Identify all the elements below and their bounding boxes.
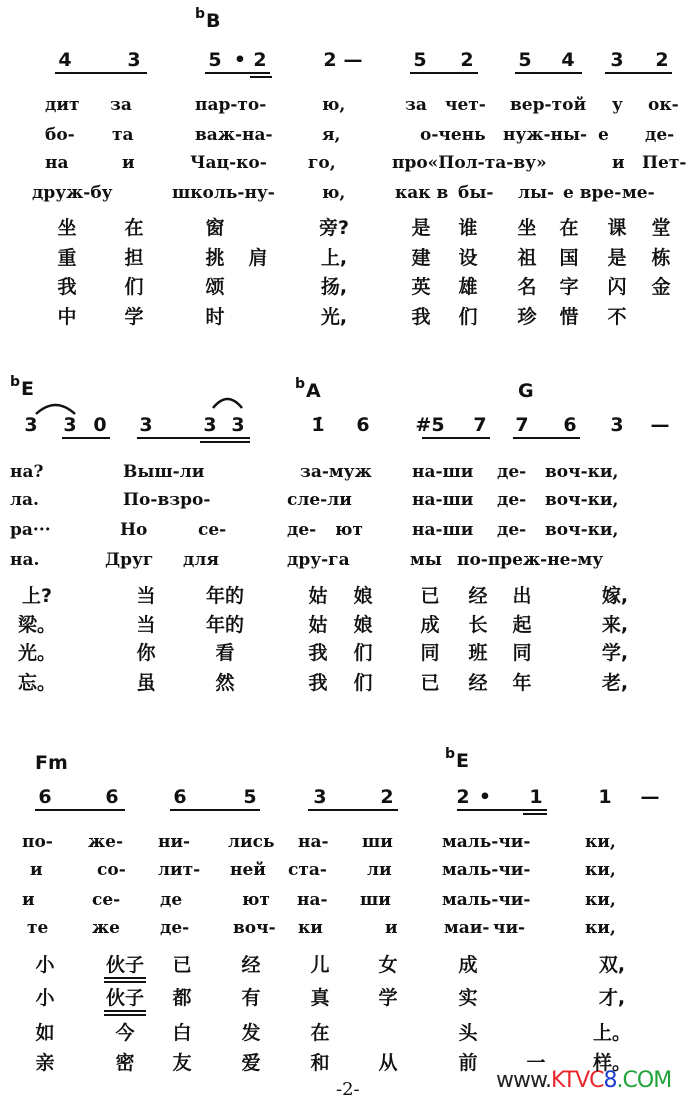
lyric-chinese: 伙子 (105, 987, 145, 1009)
lyric-chinese: 当 (136, 585, 156, 607)
lyric-russian: ра··· (10, 520, 51, 540)
lyric-chinese: 光, (320, 306, 348, 328)
flat-sign: b (195, 6, 206, 22)
lyric-chinese: 头 (458, 1022, 478, 1044)
watermark-ktvc: KTVC (550, 1068, 604, 1093)
lyric-russian: сле-ли (287, 490, 352, 510)
lyric-chinese: 闪 (607, 276, 627, 298)
lyric-chinese: 娘 (353, 614, 373, 636)
lyric-russian: де- (497, 490, 527, 510)
lyric-russian: лы- (518, 183, 555, 203)
lyric-russian: маль-чи- (442, 890, 531, 910)
lyric-chinese: 在 (124, 217, 144, 239)
beam-underline (410, 72, 478, 74)
lyric-russian: ши (360, 890, 391, 910)
note: 3 (127, 49, 141, 71)
lyric-chinese: 伙子 (105, 954, 145, 976)
lyric-underline (104, 977, 146, 983)
lyric-chinese: 我 (308, 672, 328, 694)
lyric-russian: те (27, 918, 49, 938)
lyric-russian: по-преж-не-му (457, 550, 604, 570)
flat-sign: b (295, 376, 306, 392)
lyric-russian: е вре- (563, 183, 622, 203)
lyric-chinese: 不 (607, 306, 627, 328)
lyric-chinese: 然 (215, 672, 235, 694)
lyric-russian: друж-бу (32, 183, 113, 203)
lyric-chinese: 雄 (458, 276, 478, 298)
lyric-chinese: 是 (411, 217, 431, 239)
lyric-russian: я, (322, 125, 341, 145)
chord-symbol (10, 374, 35, 402)
lyric-russian: маль-чи- (442, 832, 531, 852)
lyric-chinese: 经 (468, 672, 488, 694)
lyric-russian: на- (298, 832, 329, 852)
lyric-chinese: 看 (215, 642, 235, 664)
note: 3 (63, 414, 77, 436)
lyric-chinese: 时 (205, 306, 225, 328)
lyric-chinese: 经 (241, 954, 261, 976)
lyric-russian: у (612, 95, 623, 115)
lyric-russian: дит (45, 95, 80, 115)
lyric-russian: ок- (648, 95, 679, 115)
beam-underline (515, 72, 582, 74)
note: 1 (598, 786, 612, 808)
chord-root: B (206, 10, 221, 32)
lyric-russian: ки (298, 918, 323, 938)
beam-underline-double (200, 441, 250, 443)
note: 3 (610, 414, 624, 436)
chord-symbol (35, 752, 68, 774)
lyric-chinese: 光。 (17, 642, 57, 664)
chord-symbol (518, 380, 534, 402)
lyric-chinese: 发 (241, 1022, 261, 1044)
flat-sign: b (10, 374, 21, 390)
lyric-chinese: 栋 (651, 247, 671, 269)
beam-underline (62, 437, 110, 439)
lyric-russian: же (92, 918, 120, 938)
note: • (233, 49, 247, 71)
lyric-chinese: 同 (420, 642, 440, 664)
note: 5 (413, 49, 427, 71)
lyric-russian: и (22, 890, 35, 910)
lyric-russian: ю, (322, 95, 346, 115)
lyric-russian: же- (88, 832, 124, 852)
lyric-russian: та (112, 125, 134, 145)
lyric-russian: се- (92, 890, 121, 910)
lyric-russian: ши (362, 832, 393, 852)
lyric-russian: де- (287, 520, 317, 540)
note: 3 (231, 414, 245, 436)
lyric-chinese: 小 (35, 987, 55, 1009)
beam-underline-double (523, 813, 547, 815)
lyric-chinese: 惜 (559, 306, 579, 328)
lyric-russian: ли (367, 860, 392, 880)
lyric-russian: Пет- (642, 153, 687, 173)
lyric-chinese: 小 (35, 954, 55, 976)
lyric-chinese: 年的 (205, 614, 245, 636)
lyric-russian: ки, (585, 832, 616, 852)
lyric-chinese: 金 (651, 276, 671, 298)
lyric-russian: ют (335, 520, 363, 540)
lyric-russian: Выш-ли (123, 462, 205, 482)
lyric-chinese: 建 (411, 247, 431, 269)
lyric-chinese: 挑 (205, 247, 225, 269)
lyric-chinese: 友 (172, 1052, 192, 1074)
note: 3 (139, 414, 153, 436)
beam-underline (137, 437, 250, 439)
lyric-chinese: 已 (172, 954, 192, 976)
beam-underline (55, 72, 147, 74)
lyric-russian: Чац-ко- (190, 153, 267, 173)
lyric-russian: де- (497, 462, 527, 482)
lyric-chinese: 年 (512, 672, 532, 694)
note: 3 (313, 786, 327, 808)
lyric-chinese: 成 (458, 954, 478, 976)
lyric-russian: ки, (585, 890, 616, 910)
note: #5 (415, 414, 445, 436)
lyric-russian: нуж-ны- (503, 125, 588, 145)
lyric-chinese: 女 (378, 954, 398, 976)
lyric-chinese: 上? (21, 585, 53, 607)
lyric-russian: де- (497, 520, 527, 540)
lyric-chinese: 旁? (318, 217, 350, 239)
lyric-chinese: 国 (559, 247, 579, 269)
lyric-chinese: 长 (468, 614, 488, 636)
lyric-russian: о-чень (420, 125, 486, 145)
chord-root: Fm (35, 752, 68, 774)
lyric-chinese: 担 (124, 247, 144, 269)
lyric-chinese: 我 (308, 642, 328, 664)
lyric-russian: на-ши (412, 520, 474, 540)
note: 4 (58, 49, 72, 71)
note: — (343, 49, 363, 71)
lyric-chinese: 堂 (651, 217, 671, 239)
lyric-chinese: 已 (420, 672, 440, 694)
lyric-chinese: 当 (136, 614, 156, 636)
lyric-russian: для (183, 550, 219, 570)
note: 6 (38, 786, 52, 808)
lyric-chinese: 你 (136, 642, 156, 664)
lyric-chinese: 亲 (35, 1052, 55, 1074)
lyric-russian: и (122, 153, 135, 173)
lyric-chinese: 有 (241, 987, 261, 1009)
note: 1 (529, 786, 543, 808)
lyric-russian: ла. (10, 490, 39, 510)
lyric-russian: по- (22, 832, 53, 852)
watermark-eight: 8 (603, 1068, 617, 1093)
lyric-chinese: 同 (512, 642, 532, 664)
lyric-chinese: 课 (607, 217, 627, 239)
lyric-russian: бы- (458, 183, 494, 203)
lyric-chinese: 是 (607, 247, 627, 269)
lyric-russian: ки, (585, 918, 616, 938)
lyric-russian: на-ши (412, 462, 474, 482)
lyric-russian: бо- (45, 125, 75, 145)
beam-underline-double (250, 76, 272, 78)
lyric-russian: вер-той (510, 95, 587, 115)
lyric-russian: и (612, 153, 625, 173)
lyric-chinese: 出 (512, 585, 532, 607)
note: 2 (655, 49, 669, 71)
chord-root: G (518, 380, 534, 402)
lyric-chinese: 珍 (517, 306, 537, 328)
lyric-chinese: 样。 (592, 1052, 632, 1074)
note: 5 (518, 49, 532, 71)
note: — (640, 786, 660, 808)
note: 0 (93, 414, 107, 436)
lyric-underline (104, 1010, 146, 1016)
lyric-russian: за (405, 95, 427, 115)
lyric-chinese: 老, (601, 672, 629, 694)
note: 7 (473, 414, 487, 436)
lyric-chinese: 在 (559, 217, 579, 239)
lyric-russian: маль-чи- (442, 860, 531, 880)
lyric-chinese: 经 (468, 585, 488, 607)
lyric-chinese: 姑 (308, 585, 328, 607)
lyric-chinese: 我 (57, 276, 77, 298)
note: 2 (323, 49, 337, 71)
lyric-chinese: 梁。 (17, 614, 57, 636)
lyric-chinese: 爱 (241, 1052, 261, 1074)
note: 2 (253, 49, 267, 71)
lyric-chinese: 年的 (205, 585, 245, 607)
note: 3 (24, 414, 38, 436)
lyric-russian: дру-га (287, 550, 350, 570)
lyric-chinese: 上。 (592, 1022, 632, 1044)
lyric-russian: ни- (158, 832, 191, 852)
lyric-russian: на- (297, 890, 328, 910)
note: 2 (460, 49, 474, 71)
beam-underline (308, 809, 398, 811)
lyric-russian: ки, (585, 860, 616, 880)
lyric-russian: се- (198, 520, 227, 540)
lyric-russian: пар-то- (195, 95, 267, 115)
lyric-russian: и (385, 918, 398, 938)
lyric-russian: го, (308, 153, 336, 173)
lyric-chinese: 忘。 (17, 672, 57, 694)
lyric-chinese: 设 (458, 247, 478, 269)
lyric-russian: маи- (444, 918, 490, 938)
lyric-chinese: 重 (57, 247, 77, 269)
lyric-russian: мы (410, 550, 442, 570)
lyric-chinese: 已 (420, 585, 440, 607)
note: 1̇ (311, 414, 325, 436)
note: 6 (173, 786, 187, 808)
lyric-chinese: 从 (378, 1052, 398, 1074)
chord-symbol (295, 376, 321, 404)
lyric-chinese: 学 (378, 987, 398, 1009)
note: 5 (243, 786, 257, 808)
lyric-russian: ю, (322, 183, 346, 203)
flat-sign: b (445, 746, 456, 762)
lyric-chinese: 来, (601, 614, 629, 636)
note: 3 (203, 414, 217, 436)
lyric-russian: воч- (233, 918, 276, 938)
note: 2 (380, 786, 394, 808)
note: 4 (561, 49, 575, 71)
lyric-russian: за-муж (300, 462, 372, 482)
lyric-russian: за (110, 95, 132, 115)
lyric-chinese: 们 (353, 642, 373, 664)
lyric-chinese: 字 (559, 276, 579, 298)
lyric-russian: воч-ки, (545, 520, 619, 540)
lyric-russian: школь-ну- (172, 183, 275, 203)
watermark-www: www. (496, 1068, 551, 1093)
lyric-russian: е (598, 125, 609, 145)
lyric-chinese: 在 (310, 1022, 330, 1044)
lyric-russian: со- (97, 860, 126, 880)
lyric-chinese: 实 (458, 987, 478, 1009)
lyric-russian: лись (228, 832, 275, 852)
beam-underline (205, 72, 270, 74)
lyric-chinese: 儿 (310, 954, 330, 976)
lyric-russian: на. (10, 550, 40, 570)
lyric-chinese: 成 (420, 614, 440, 636)
lyric-chinese: 一 (526, 1052, 546, 1074)
lyric-russian: как в (395, 183, 449, 203)
lyric-chinese: 密 (115, 1052, 135, 1074)
lyric-chinese: 娘 (353, 585, 373, 607)
slur (36, 405, 75, 414)
lyric-chinese: 学 (124, 306, 144, 328)
lyric-chinese: 扬, (320, 276, 348, 298)
lyric-russian: ней (230, 860, 266, 880)
chord-root: E (21, 378, 35, 400)
note: 7 (515, 414, 529, 436)
note: 5 (208, 49, 222, 71)
beam-underline (35, 809, 125, 811)
lyric-russian: ме- (622, 183, 655, 203)
lyric-chinese: 们 (458, 306, 478, 328)
chord-symbol (195, 6, 221, 34)
beam-underline (170, 809, 260, 811)
lyric-chinese: 姑 (308, 614, 328, 636)
slur (213, 399, 242, 408)
lyric-chinese: 如 (35, 1022, 55, 1044)
note: 6 (563, 414, 577, 436)
lyric-chinese: 谁 (458, 217, 478, 239)
lyric-russian: воч-ки, (545, 490, 619, 510)
beam-underline (457, 809, 547, 811)
lyric-russian: Но (120, 520, 148, 540)
lyric-russian: де (160, 890, 183, 910)
lyric-chinese: 真 (310, 987, 330, 1009)
lyric-russian: де- (645, 125, 675, 145)
lyric-chinese: 颂 (205, 276, 225, 298)
lyric-russian: ста- (288, 860, 327, 880)
lyric-chinese: 学, (601, 642, 629, 664)
lyric-chinese: 嫁, (601, 585, 629, 607)
lyric-chinese: 英 (411, 276, 431, 298)
lyric-chinese: 虽 (136, 672, 156, 694)
lyric-russian: чи- (493, 918, 526, 938)
lyric-chinese: 白 (172, 1022, 192, 1044)
lyric-russian: Друг (105, 550, 154, 570)
lyric-russian: ют (242, 890, 270, 910)
lyric-chinese: 祖 (517, 247, 537, 269)
lyric-russian: де- (160, 918, 190, 938)
lyric-chinese: 上, (320, 247, 348, 269)
note: 3 (610, 49, 624, 71)
lyric-russian: воч-ки, (545, 462, 619, 482)
lyric-chinese: 们 (353, 672, 373, 694)
watermark-com: .COM (616, 1068, 672, 1093)
note: — (650, 414, 670, 436)
lyric-chinese: 前 (458, 1052, 478, 1074)
note: 2 (456, 786, 470, 808)
lyric-russian: и (30, 860, 43, 880)
note: 6 (356, 414, 370, 436)
chord-symbol (445, 746, 470, 774)
note: 6 (105, 786, 119, 808)
lyric-chinese: 坐 (517, 217, 537, 239)
lyric-russian: про«Пол-та-ву» (392, 153, 547, 173)
page-number: -2- (336, 1079, 360, 1100)
lyric-chinese: 窗 (205, 217, 225, 239)
lyric-chinese: 名 (517, 276, 537, 298)
lyric-russian: на-ши (412, 490, 474, 510)
lyric-russian: лит- (158, 860, 201, 880)
lyric-russian: По-взро- (123, 490, 211, 510)
chord-root: A (306, 380, 321, 402)
lyric-chinese: 和 (310, 1052, 330, 1074)
note: • (478, 786, 492, 808)
lyric-russian: на? (10, 462, 44, 482)
chord-root: E (456, 750, 470, 772)
lyric-chinese: 都 (172, 987, 192, 1009)
lyric-chinese: 班 (468, 642, 488, 664)
lyric-chinese: 中 (57, 306, 77, 328)
lyric-chinese: 起 (512, 614, 532, 636)
lyric-russian: чет- (445, 95, 486, 115)
lyric-chinese: 们 (124, 276, 144, 298)
beam-underline (513, 437, 580, 439)
lyric-chinese: 才, (598, 987, 626, 1009)
lyric-russian: на (45, 153, 69, 173)
lyric-russian: важ-на- (195, 125, 273, 145)
beam-underline (422, 437, 490, 439)
lyric-chinese: 我 (411, 306, 431, 328)
lyric-chinese: 坐 (57, 217, 77, 239)
lyric-chinese: 肩 (248, 247, 268, 269)
lyric-chinese: 双, (598, 954, 626, 976)
beam-underline (605, 72, 672, 74)
lyric-chinese: 今 (115, 1022, 135, 1044)
